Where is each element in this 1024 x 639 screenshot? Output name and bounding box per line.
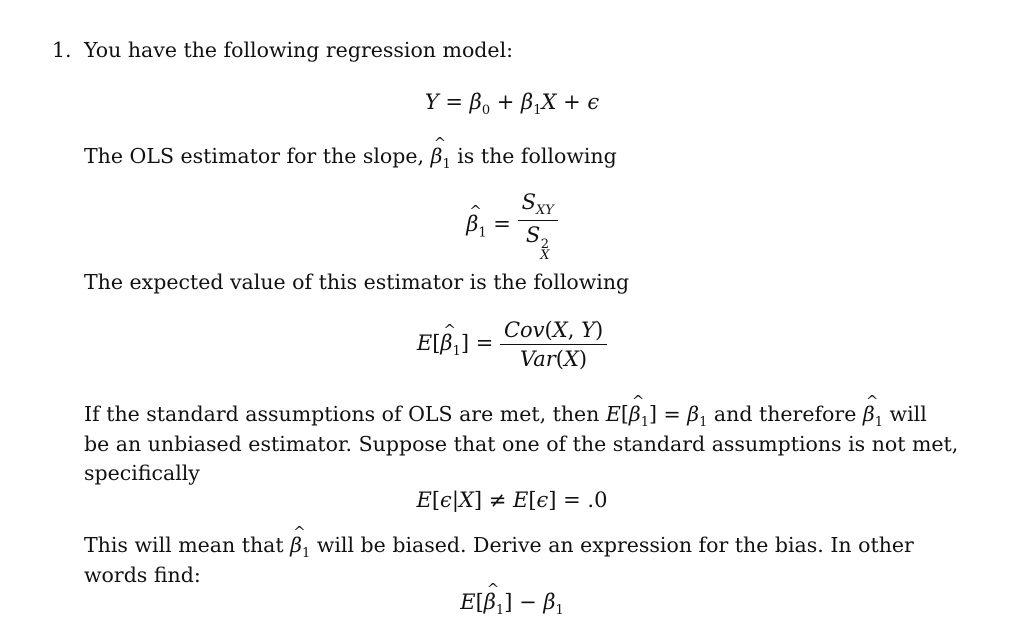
bias-text-1: This will mean that (84, 533, 284, 557)
intro-text: You have the following regression model: (84, 38, 514, 62)
slope-text-tail: is the following (457, 144, 617, 168)
assumption-line-2: be an unbiased estimator. Suppose that one of the standard assumptions is not met, (84, 432, 959, 456)
assumption-line-1: If the standard assumptions of OLS are met, then E[^ $\beta_1] = \beta_1$ and therefore ^ $\beta_1$ will (84, 402, 927, 430)
bias-line-1: This will mean that ^ $\beta_1$ will be biased. Derive an expression for the bias. In other (84, 533, 914, 561)
slope-sentence: The OLS estimator for the slope, ^ $\beta_1$ is the following (84, 144, 617, 172)
expected-value-equation: E[^ $\beta_1$] = $\frac{\text{Cov(X, Y)}}{\text{Var(X)}}$ (0, 318, 1024, 371)
expected-text: The expected value of this estimator is the following (84, 270, 630, 294)
assumption-text-1-tail: and therefore (713, 402, 857, 426)
assumption-text-1-end: will (889, 402, 927, 426)
violated-assumption-equation: E[ϵ|X] ≠ E[ϵ] = .0 (416, 488, 608, 512)
regression-equation: $Y = \beta_0 + \beta_1X + \epsilon$ (424, 90, 600, 119)
question-number: 1. (52, 38, 72, 62)
bias-text-1-tail: will be biased. Derive an expression for the bias. In other (316, 533, 914, 557)
assumption-text-1: If the standard assumptions of OLS are met, then (84, 402, 600, 426)
bias-expression: E[^ $\beta_1] - \beta_1$ (0, 590, 1024, 618)
assumption-line-3: specifically (84, 461, 200, 485)
bias-line-2: words find: (84, 563, 201, 587)
slope-text: The OLS estimator for the slope, (84, 144, 425, 168)
ols-estimator-equation: ^ $\beta_1$ = $S_{XY}$ S 2 X (0, 190, 1024, 261)
